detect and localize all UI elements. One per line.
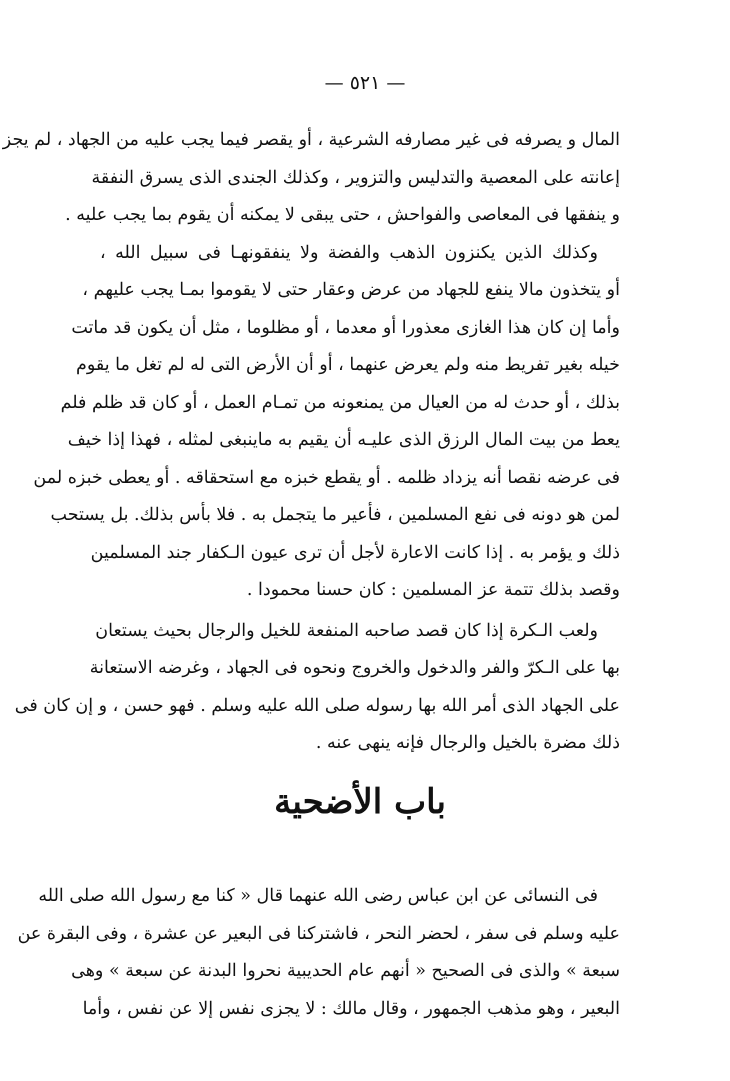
text-line: أو يتخذون مالا ينفع للجهاد من عرض وعقار حتى لا يقوموا بمـا يجب عليهم ، xyxy=(82,280,620,300)
text-line: لمن هو دونه فى نفع المسلمين ، فأعير ما يتجمل به . فلا بأس بذلك. بل يستحب xyxy=(50,505,620,525)
text-line: على الجهاد الذى أمر الله بها رسوله صلى الله عليه وسلم . فهو حسن ، و إن كان فى xyxy=(14,695,620,716)
text-line: سبعة » والذى فى الصحيح « أنهم عام الحديبية نحروا البدنة عن سبعة » وهى xyxy=(71,961,620,981)
text-line: فى عرضه نقصا أنه يزداد ظلمه . أو يقطع خبزه مع استحقاقه . أو يعطى خبزه لمن xyxy=(33,467,620,488)
text-line: و ينفقها فى المعاصى والفواحش ، حتى يبقى لا يمكنه أن يقوم بما يجب عليه . xyxy=(65,205,620,225)
paragraph xyxy=(33,235,620,610)
paragraph xyxy=(2,122,620,235)
text-line: ذلك مضرة بالخيل والرجال فإنه ينهى عنه . xyxy=(315,733,620,753)
chapter-body xyxy=(17,878,620,1028)
text-line: وكذلك الذين يكنزون الذهب والفضة ولا ينفقونهـا فى سبيل الله ، xyxy=(100,242,598,263)
text-line: فى النسائى عن ابن عباس رضى الله عنهما قال « كنا مع رسول الله صلى الله xyxy=(38,886,598,906)
text-line: ذلك و يؤمر به . إذا كانت الاعارة لأجل أن ترى عيون الـكفار جند المسلمين xyxy=(90,542,620,563)
text-line: وأما إن كان هذا الغازى معذورا أو معدما ، أو مظلوما ، مثل أن يكون قد ماتت xyxy=(71,317,620,338)
text-line: خيله بغير تفريط منه ولم يعرض عنهما ، أو أن الأرض التى له لم تغل ما يقوم xyxy=(76,355,620,375)
text-line: بذلك ، أو حدث له من العيال من يمنعونه من تمـام العمل ، أو كان قد ظلم فلم xyxy=(60,392,620,413)
text-line: يعط من بيت المال الرزق الذى عليـه أن يقيم به ماينبغى لمثله ، فهذا إذا خيف xyxy=(67,430,620,450)
text-line: عليه وسلم فى سفر ، لحضر النحر ، فاشتركنا فى البعير عن عشرة ، وفى البقرة عن xyxy=(17,923,620,944)
chapter-heading: باب الأضحية xyxy=(274,781,446,822)
paragraph xyxy=(14,613,620,763)
text-line: المال و يصرفه فى غير مصارفه الشرعية ، أو يقصر فيما يجب عليه من الجهاد ، لم يجز xyxy=(2,130,620,150)
text-line: البعير ، وهو مذهب الجمهور ، وقال مالك : لا يجزى نفس إلا عن نفس ، وأما xyxy=(82,998,620,1019)
text-line: إعانته على المعصية والتدليس والتزوير ، وكذلك الجندى الذى يسرق النفقة xyxy=(91,167,620,188)
text-line: بها على الـكرّ والفر والدخول والخروج ونحوه فى الجهاد ، وغرضه الاستعانة xyxy=(89,658,620,678)
body-text xyxy=(2,122,620,841)
page-number: — ٥٢١ — xyxy=(324,72,406,94)
text-line: ولعب الـكرة إذا كان قصد صاحبه المنفعة للخيل والرجال بحيث يستعان xyxy=(95,620,598,641)
text-line: وقصد بذلك تتمة عز المسلمين : كان حسنا محمودا . xyxy=(246,580,620,600)
